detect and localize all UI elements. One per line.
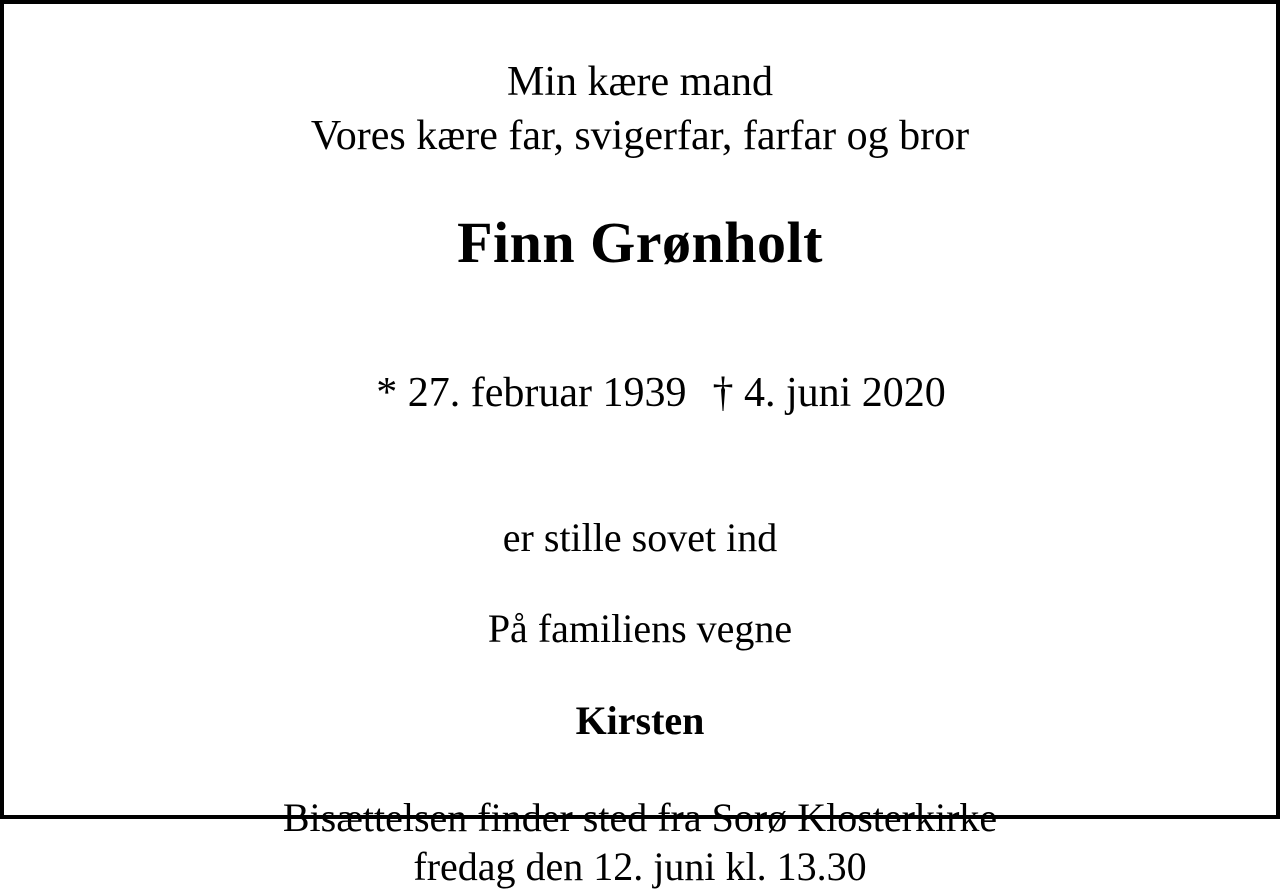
- intro-line-2: Vores kære far, svigerfar, farfar og bror: [310, 112, 970, 159]
- life-dates: [334, 320, 946, 469]
- passing-text: er stille sovet ind: [502, 515, 778, 561]
- intro-line-1: Min kære mand: [507, 59, 773, 105]
- service-time: fredag den 12. juni kl. 13.30: [413, 843, 867, 889]
- deceased-name: Finn Grønholt: [457, 210, 823, 276]
- signature-name: Kirsten: [575, 697, 705, 743]
- on-behalf-text: På familiens vegne: [487, 606, 793, 652]
- birth-date: * 27. februar 1939: [376, 370, 687, 417]
- death-date: † 4. juni 2020: [712, 370, 946, 417]
- service-location: Bisættelsen finder sted fra Sorø Klosterkirke: [282, 794, 998, 840]
